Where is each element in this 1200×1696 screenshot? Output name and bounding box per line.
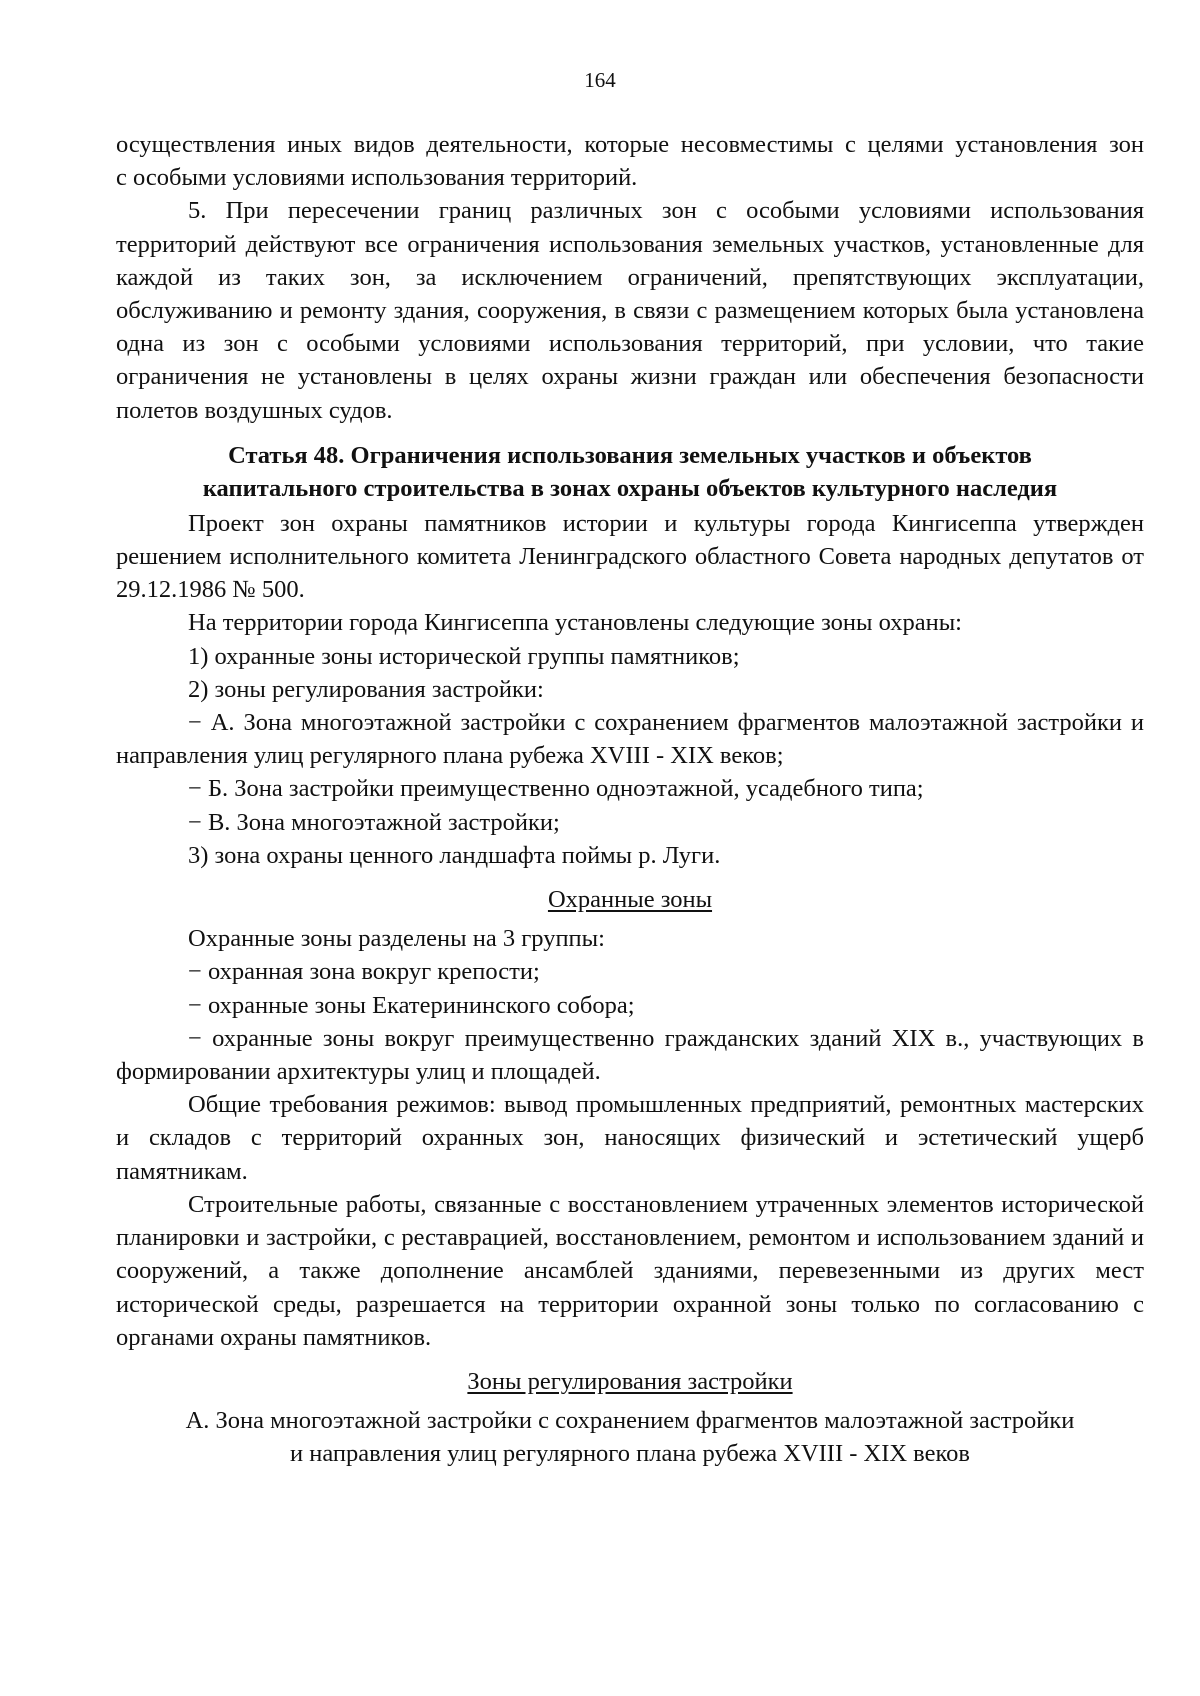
article-title-line-2: капитального строительства в зонах охраны объектов культурного наследия <box>202 474 1058 502</box>
zones-list-item: − А. Зона многоэтажной застройки с сохранением фрагментов малоэтажной застройки и направления улиц регулярного плана рубежа XVIII - XIX веков; <box>116 709 1144 770</box>
zones-list-item: − Б. Зона застройки преимущественно одноэтажной, усадебного типа; <box>188 775 924 803</box>
groups-list-item: − охранная зона вокруг крепости; <box>188 958 540 986</box>
construction-works-paragraph: Строительные работы, связанные с восстановлением утраченных элементов исторической планировки и застройки, с реставрацией, восстановлением, ремонтом и использованием зданий и сооружений, а также дополнение ансамблей зданиями, перевезенными из других мест исторической среды, разрешается на территории охранной зоны только по согласованию с органами охраны памятников. <box>116 1190 1144 1351</box>
paragraph-continuation-end: с особыми условиями использования территорий. <box>116 164 638 192</box>
section-heading-regulation-zones: Зоны регулирования застройки <box>467 1367 793 1395</box>
zones-list-item: 2) зоны регулирования застройки: <box>188 675 544 703</box>
zones-list-item: 3) зона охраны ценного ландшафта поймы р. Луги. <box>188 841 721 869</box>
paragraph-5: 5. При пересечении границ различных зон с особыми условиями использования территорий действуют все ограничения использования земельных участков, установленные для каждой из таких зон, за исключением ограничений, препятствующих эксплуатации, обслуживанию и ремонту здания, сооружения, в связи с размещением которых была установлена одна из зон с особыми условиями использования территорий, при условии, что такие ограничения не установлены в целях охраны жизни граждан или обеспечения безопасности полетов воздушных судов. <box>116 197 1144 424</box>
document-body <box>116 128 1144 1471</box>
article-title <box>116 439 1144 505</box>
zone-a-title-line-2: и направления улиц регулярного плана рубежа XVIII - XIX веков <box>290 1440 970 1468</box>
paragraph-continuation: осуществления иных видов деятельности, которые несовместимы с целями установления зон <box>116 131 1144 158</box>
zone-a-title-line-1: А. Зона многоэтажной застройки с сохранением фрагментов малоэтажной застройки <box>185 1407 1075 1435</box>
zones-list-item: − В. Зона многоэтажной застройки; <box>188 808 560 836</box>
section-heading-protected-zones: Охранные зоны <box>547 886 713 914</box>
groups-intro-paragraph: Охранные зоны разделены на 3 группы: <box>188 925 605 953</box>
article-title-line-1: Статья 48. Ограничения использования земельных участков и объектов <box>228 441 1032 469</box>
zones-intro-paragraph: На территории города Кингисеппа установлены следующие зоны охраны: <box>188 609 962 637</box>
zones-list-item: 1) охранные зоны исторической группы памятников; <box>188 642 740 670</box>
general-requirements-paragraph: Общие требования режимов: вывод промышленных предприятий, ремонтных мастерских и складов с территорий охранных зон, наносящих физический и эстетический ущерб памятникам. <box>116 1091 1144 1185</box>
page-number: 164 <box>584 68 616 92</box>
groups-list-item: − охранные зоны Екатерининского собора; <box>188 991 635 1019</box>
groups-list-item: − охранные зоны вокруг преимущественно гражданских зданий XIX в., участвующих в формировании архитектуры улиц и площадей. <box>116 1024 1144 1086</box>
article-intro-paragraph: Проект зон охраны памятников истории и культуры города Кингисеппа утвержден решением исполнительного комитета Ленинградского областного Совета народных депутатов от 29.12.1986 № 500. <box>116 509 1144 604</box>
zone-a-title <box>116 1404 1144 1470</box>
